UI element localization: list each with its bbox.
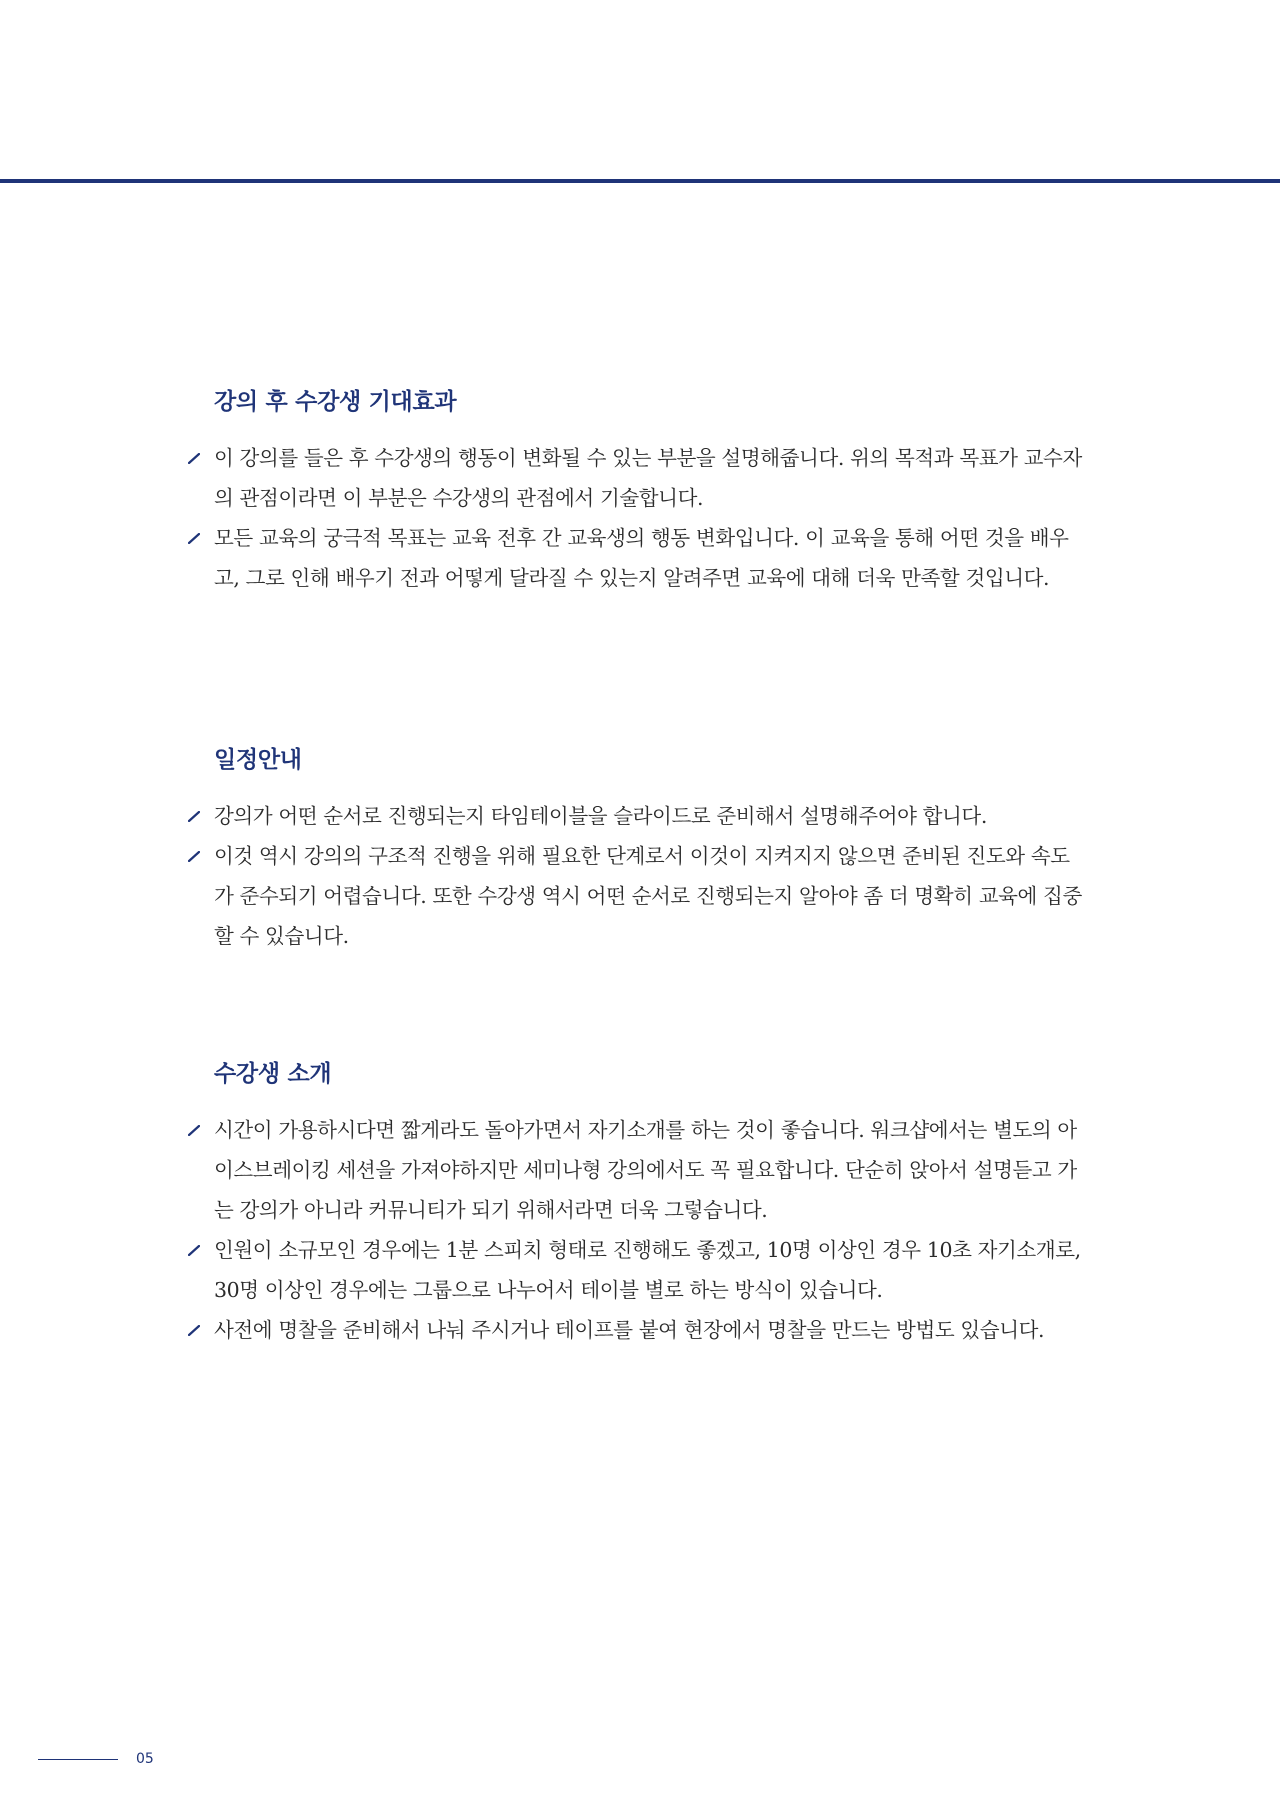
slash-bullet-icon xyxy=(188,851,200,862)
slash-bullet-icon xyxy=(188,1325,200,1336)
slash-bullet-icon xyxy=(188,1125,200,1136)
footer-divider xyxy=(38,1759,118,1760)
section-heading: 강의 후 수강생 기대효과 xyxy=(214,389,457,415)
list-item-text: 시간이 가용하시다면 짧게라도 돌아가면서 자기소개를 하는 것이 좋습니다. 워크샵에서는 별도의 아이스브레이킹 세션을 가져야하지만 세미나형 강의에서도 꼭 필요합니다. 단순히 앉아서 설명듣고 가는 강의가 아니라 커뮤니티가 되기 위해서라면 더욱 그렇습니다. xyxy=(214,1118,1077,1222)
list-item xyxy=(185,1230,1085,1310)
list-item xyxy=(185,438,1085,518)
bullet-list xyxy=(185,1110,1085,1350)
list-item-text: 사전에 명찰을 준비해서 나눠 주시거나 테이프를 붙여 현장에서 명찰을 만드는 방법도 있습니다. xyxy=(214,1318,1045,1342)
list-item xyxy=(185,1310,1085,1350)
bullet-list xyxy=(185,438,1085,598)
list-item-text: 이 강의를 들은 후 수강생의 행동이 변화될 수 있는 부분을 설명해줍니다. 위의 목적과 목표가 교수자의 관점이라면 이 부분은 수강생의 관점에서 기술합니다. xyxy=(214,446,1082,510)
list-item xyxy=(185,836,1085,956)
list-item xyxy=(185,1110,1085,1230)
section-expected-effects xyxy=(185,386,1085,598)
list-item-text: 이것 역시 강의의 구조적 진행을 위해 필요한 단계로서 이것이 지켜지지 않으면 준비된 진도와 속도가 준수되기 어렵습니다. 또한 수강생 역시 어떤 순서로 진행되는지 알아야 좀 더 명확히 교육에 집중할 수 있습니다. xyxy=(214,844,1082,948)
list-item-text: 인원이 소규모인 경우에는 1분 스피치 형태로 진행해도 좋겠고, 10명 이상인 경우 10초 자기소개로, 30명 이상인 경우에는 그룹으로 나누어서 테이블 별로 하는 방식이 있습니다. xyxy=(214,1238,1081,1302)
list-item xyxy=(185,518,1085,598)
section-heading: 일정안내 xyxy=(214,747,302,773)
list-item-text: 강의가 어떤 순서로 진행되는지 타임테이블을 슬라이드로 준비해서 설명해주어야 합니다. xyxy=(214,804,987,828)
bullet-list xyxy=(185,796,1085,956)
page-number: 05 xyxy=(136,1751,154,1767)
slash-bullet-icon xyxy=(188,811,200,822)
slash-bullet-icon xyxy=(188,1245,200,1256)
section-heading: 수강생 소개 xyxy=(214,1061,332,1087)
slash-bullet-icon xyxy=(188,453,200,464)
list-item xyxy=(185,796,1085,836)
top-divider xyxy=(0,179,1280,183)
section-student-intro xyxy=(185,1058,1085,1350)
list-item-text: 모든 교육의 궁극적 목표는 교육 전후 간 교육생의 행동 변화입니다. 이 교육을 통해 어떤 것을 배우고, 그로 인해 배우기 전과 어떻게 달라질 수 있는지 알려주면 교육에 대해 더욱 만족할 것입니다. xyxy=(214,526,1069,590)
slash-bullet-icon xyxy=(188,533,200,544)
section-schedule xyxy=(185,744,1085,956)
